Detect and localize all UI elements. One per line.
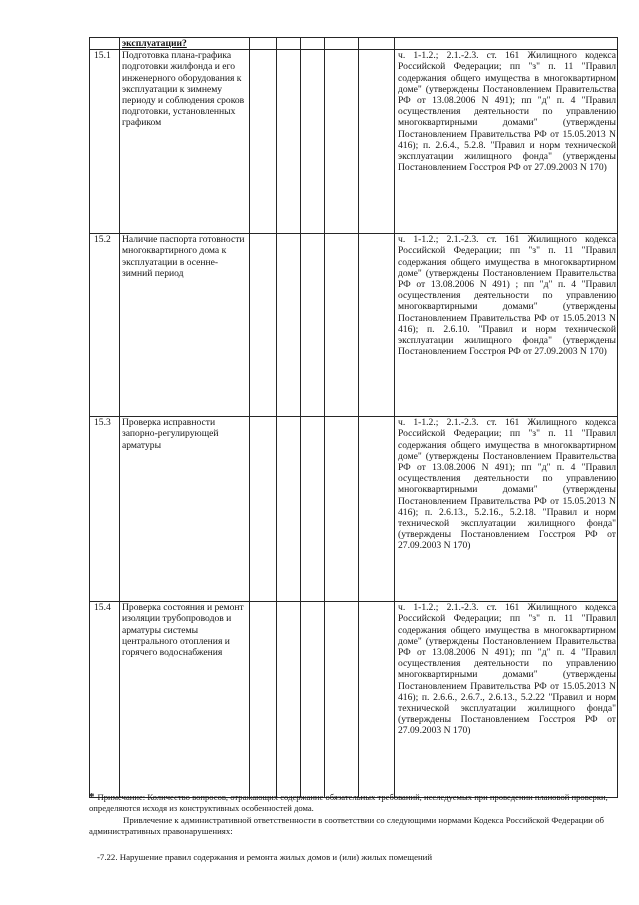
item-question: Проверка состояния и ремонт изоляции трубопроводов и арматуры системы центрального отопления и горячего водоснабжения: [120, 602, 250, 798]
item-number: 15.4: [90, 602, 120, 798]
table-row: [90, 50, 618, 234]
item-question: Наличие паспорта готовности многоквартирного дома к эксплуатации в осенне-зимний период: [120, 234, 250, 417]
table-row: [90, 417, 618, 602]
item-number: 15.2: [90, 234, 120, 417]
item-number: 15.1: [90, 50, 120, 234]
footnote-marker: *: [89, 791, 95, 803]
item-question: Проверка исправности запорно-регулирующей арматуры: [120, 417, 250, 602]
item-legal-reference: ч. 1-1.2.; 2.1.-2.3. ст. 161 Жилищного кодекса Российской Федерации; пп "з" п. 11 "Правил содержания общего имущества в многоквартирном доме" (утверждены Постановлением Правительства РФ от 13.08.2006 N 491); пп "д" п. 4 "Правил осуществления деятельности по управлению многоквартирными домами" (утверждены Постановлением Правительства РФ от 15.05.2013 N 416); п. 2.6.6., 2.6.7., 2.6.13., 5.2.22 "Правил и норм технической эксплуатации жилищного фонда" (утверждены Постановлением Госстроя РФ от 27.09.2003 N 170): [395, 602, 618, 798]
inspection-checklist-table: [89, 37, 618, 798]
liability-paragraph: Привлечение к административной ответственности в соответствии со следующими нормами Кодекса Российской Федерации об административных правонарушениях:: [89, 815, 604, 836]
item-legal-reference: ч. 1-1.2.; 2.1.-2.3. ст. 161 Жилищного кодекса Российской Федерации; пп "з" п. 11 "Правил содержания общего имущества в многоквартирном доме" (утверждены Постановлением Правительства РФ от 13.08.2006 N 491); пп "д" п. 4 "Правил осуществления деятельности по управлению многоквартирными домами" (утверждены Постановлением Правительства РФ от 15.05.2013 N 416); п. 2.6.13., 5.2.16., 5.2.18. "Правил и норм технической эксплуатации жилищного фонда" (утверждены Постановлением Госстроя РФ от 27.09.2003 N 170): [395, 417, 618, 602]
table-row-continuation: [90, 38, 618, 50]
item-legal-reference: ч. 1-1.2.; 2.1.-2.3. ст. 161 Жилищного кодекса Российской Федерации; пп "з" п. 11 "Правил содержания общего имущества в многоквартирном доме" (утверждены Постановлением Правительства РФ от 13.08.2006 N 491); пп "д" п. 4 "Правил осуществления деятельности по управлению многоквартирными домами" (утверждены Постановлением Правительства РФ от 15.05.2013 N 416); п. 2.6.4., 5.2.8. "Правил и норм технической эксплуатации жилищного фонда" (утверждены Постановлением Госстроя РФ от 27.09.2003 N 170): [395, 50, 618, 234]
table-row: [90, 602, 618, 798]
footnote: [89, 792, 617, 814]
item-question: Подготовка плана-графика подготовки жилфонда и его инженерного оборудования к эксплуатации к зимнему периоду и соблюдения сроков подготовки, установленных графиком: [120, 50, 250, 234]
item-number: 15.3: [90, 417, 120, 602]
item-legal-reference: ч. 1-1.2.; 2.1.-2.3. ст. 161 Жилищного кодекса Российской Федерации; пп "з" п. 11 "Правил содержания общего имущества в многоквартирном доме" (утверждены Постановлением Правительства РФ от 13.08.2006 N 491) ; пп "д" п. 4 "Правил осуществления деятельности по управлению многоквартирными домами" (утверждены Постановлением Правительства РФ от 15.05.2013 N 416); п. 2.6.10. "Правил и норм технической эксплуатации жилищного фонда" (утверждены Постановлением Госстроя РФ от 27.09.2003 N 170): [395, 234, 618, 417]
footnote-text: Примечание: Количество вопросов, отражающих содержание обязательных требований, исследуемых при проведении плановой проверки, определяются исходя из конструктивных особенностей дома.: [89, 792, 608, 813]
offense-article: -7.22. Нарушение правил содержания и ремонта жилых домов и (или) жилых помещений: [97, 852, 433, 862]
continuation-question: эксплуатации?: [120, 38, 250, 50]
table-row: [90, 234, 618, 417]
